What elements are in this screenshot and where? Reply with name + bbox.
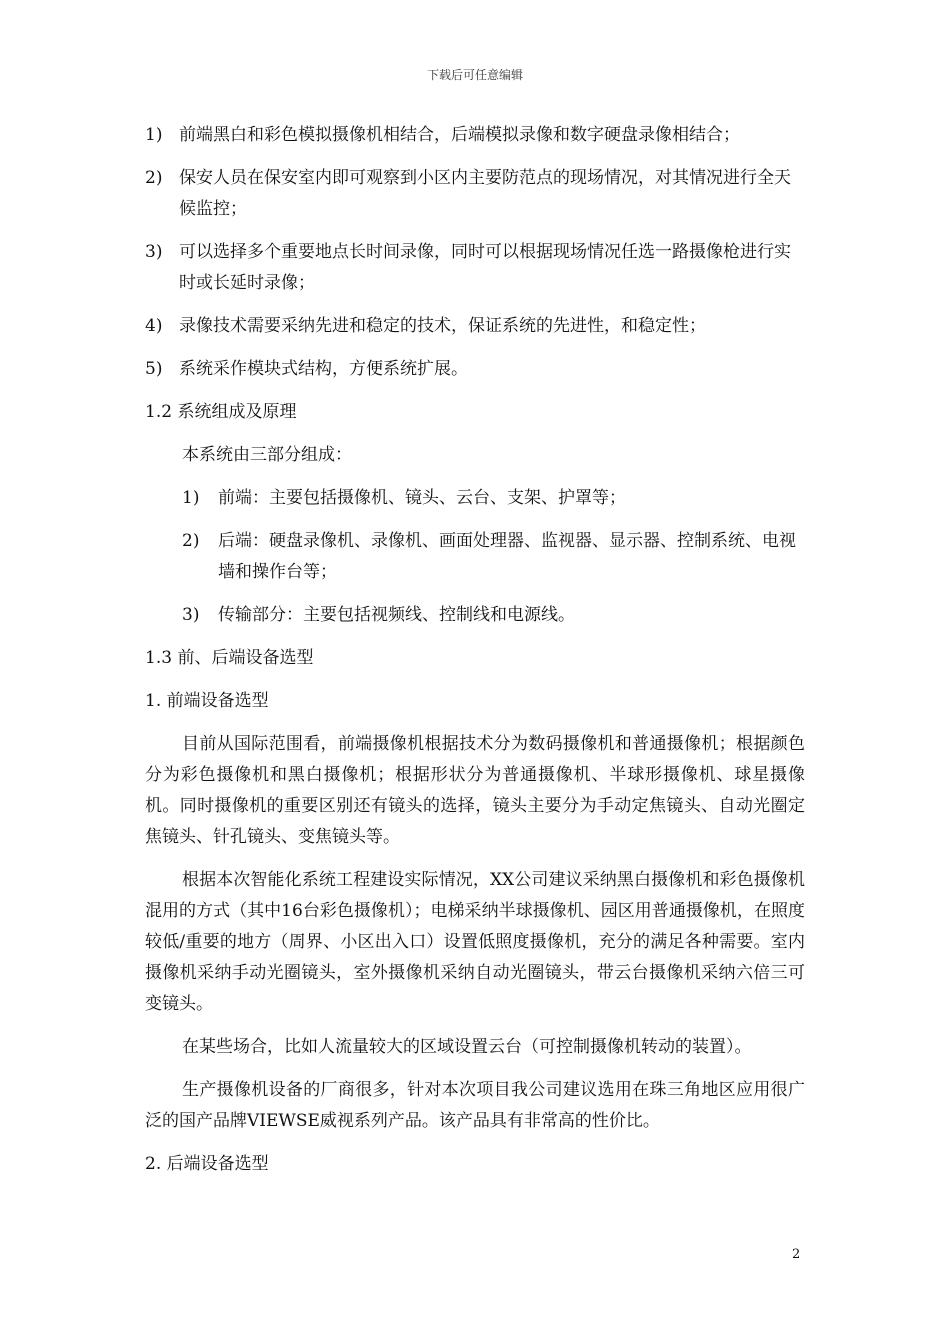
list-text: 前端：主要包括摄像机、镜头、云台、支架、护罩等； bbox=[218, 488, 626, 508]
page-number: 2 bbox=[792, 1247, 801, 1262]
list-item bbox=[145, 163, 805, 225]
list-text: 系统采作模块式结构，方便系统扩展。 bbox=[179, 359, 468, 379]
body-paragraph: 在某些场合，比如人流量较大的区域设置云台（可控制摄像机转动的装置）。 bbox=[182, 1037, 752, 1057]
list-item bbox=[145, 311, 805, 342]
subsection-heading-front: 1. 前端设备选型 bbox=[145, 691, 269, 711]
list-number: 1) bbox=[182, 488, 200, 508]
list-item bbox=[182, 483, 805, 514]
list-item bbox=[182, 526, 805, 588]
section-intro: 本系统由三部分组成： bbox=[182, 445, 352, 465]
list-text: 传输部分：主要包括视频线、控制线和电源线。 bbox=[218, 605, 575, 625]
components-list bbox=[145, 483, 805, 631]
list-number: 3) bbox=[145, 242, 163, 262]
section-heading-1-3: 1.3 前、后端设备选型 bbox=[145, 648, 314, 668]
list-text: 录像技术需要采纳先进和稳定的技术，保证系统的先进性，和稳定性； bbox=[179, 316, 706, 336]
list-number: 3) bbox=[182, 605, 200, 625]
list-text: 保安人员在保安室内即可观察到小区内主要防范点的现场情况，对其情况进行全天候监控； bbox=[179, 168, 791, 219]
list-item bbox=[145, 237, 805, 299]
list-text: 后端：硬盘录像机、录像机、画面处理器、监视器、显示器、控制系统、电视墙和操作台等； bbox=[218, 531, 796, 582]
body-paragraph: 目前从国际范围看，前端摄像机根据技术分为数码摄像机和普通摄像机；根据颜色分为彩色摄像机和黑白摄像机；根据形状分为普通摄像机、半球形摄像机、球星摄像机。同时摄像机的重要区别还有镜头的选择，镜头主要分为手动定焦镜头、自动光圈定焦镜头、针孔镜头、变焦镜头等。 bbox=[145, 734, 805, 847]
list-text: 前端黑白和彩色模拟摄像机相结合，后端模拟录像和数字硬盘录像相结合； bbox=[179, 125, 740, 145]
requirements-list bbox=[145, 120, 805, 385]
page-header: 下载后可任意编辑 bbox=[426, 68, 523, 82]
body-paragraph: 根据本次智能化系统工程建设实际情况，XX公司建议采纳黑白摄像机和彩色摄像机混用的方式（其中16台彩色摄像机）；电梯采纳半球摄像机、园区用普通摄像机，在照度较低/重要的地方（周界、小区出入口）设置低照度摄像机，充分的满足各种需要。室内摄像机采纳手动光圈镜头，室外摄像机采纳自动光圈镜头，带云台摄像机采纳六倍三可变镜头。 bbox=[145, 870, 805, 1014]
list-number: 2) bbox=[182, 531, 200, 551]
list-number: 5) bbox=[145, 359, 163, 379]
body-paragraph: 生产摄像机设备的厂商很多，针对本次项目我公司建议选用在珠三角地区应用很广泛的国产品牌VIEWSE威视系列产品。该产品具有非常高的性价比。 bbox=[145, 1080, 805, 1131]
list-number: 4) bbox=[145, 316, 163, 336]
list-text: 可以选择多个重要地点长时间录像，同时可以根据现场情况任选一路摄像枪进行实时或长延时录像； bbox=[179, 242, 791, 293]
subsection-heading-back: 2. 后端设备选型 bbox=[145, 1154, 269, 1174]
list-item bbox=[182, 600, 805, 631]
list-item bbox=[145, 354, 805, 385]
section-heading-1-2: 1.2 系统组成及原理 bbox=[145, 402, 297, 422]
list-number: 2) bbox=[145, 168, 163, 188]
list-item bbox=[145, 120, 805, 151]
document-body bbox=[145, 120, 805, 1192]
list-number: 1) bbox=[145, 125, 163, 145]
